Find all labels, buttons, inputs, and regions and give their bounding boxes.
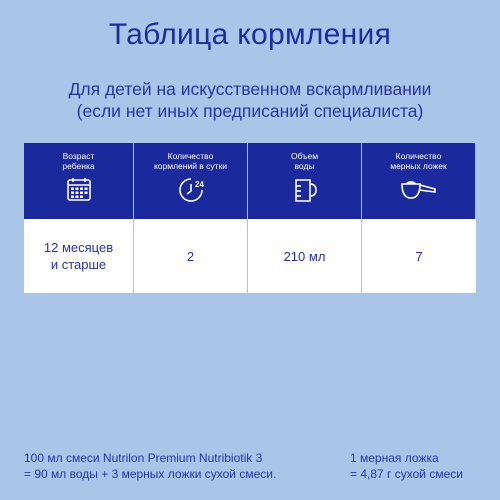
subtitle-line-1: Для детей на искусственном вскармливании <box>68 79 432 99</box>
page-title: Таблица кормления <box>108 18 392 51</box>
cell-age: 12 месяцев и старше <box>24 219 134 293</box>
header-cell-scoops <box>362 143 476 219</box>
subtitle-line-2: (если нет иных предписаний специалиста) <box>76 101 424 121</box>
feeding-table <box>24 143 476 293</box>
subtitle <box>0 78 500 122</box>
clock-24-icon <box>177 176 205 209</box>
measuring-scoop-icon <box>400 176 438 207</box>
cell-water: 210 мл <box>248 219 362 293</box>
calendar-icon <box>66 176 92 207</box>
header-label: Объем воды <box>290 151 319 171</box>
footer-note-mixture: 100 мл смеси Nutrilon Premium Nutribiotik 3 = 90 мл воды + 3 мерных ложки сухой смеси. <box>24 451 277 481</box>
svg-text:24: 24 <box>194 180 204 189</box>
header-label: Количество кормлений в сутки <box>153 151 228 171</box>
cell-feedings: 2 <box>134 219 248 293</box>
header-cell-age <box>24 143 134 219</box>
header-label: Количество мерных ложек <box>390 151 447 171</box>
header-cell-water <box>248 143 362 219</box>
header-label: Возраст ребенка <box>62 151 95 171</box>
cell-scoops: 7 <box>362 219 476 293</box>
header-cell-feedings <box>134 143 248 219</box>
footer-note-scoop: 1 мерная ложка = 4,87 г сухой смеси <box>350 451 463 481</box>
measuring-jug-icon <box>292 176 318 209</box>
